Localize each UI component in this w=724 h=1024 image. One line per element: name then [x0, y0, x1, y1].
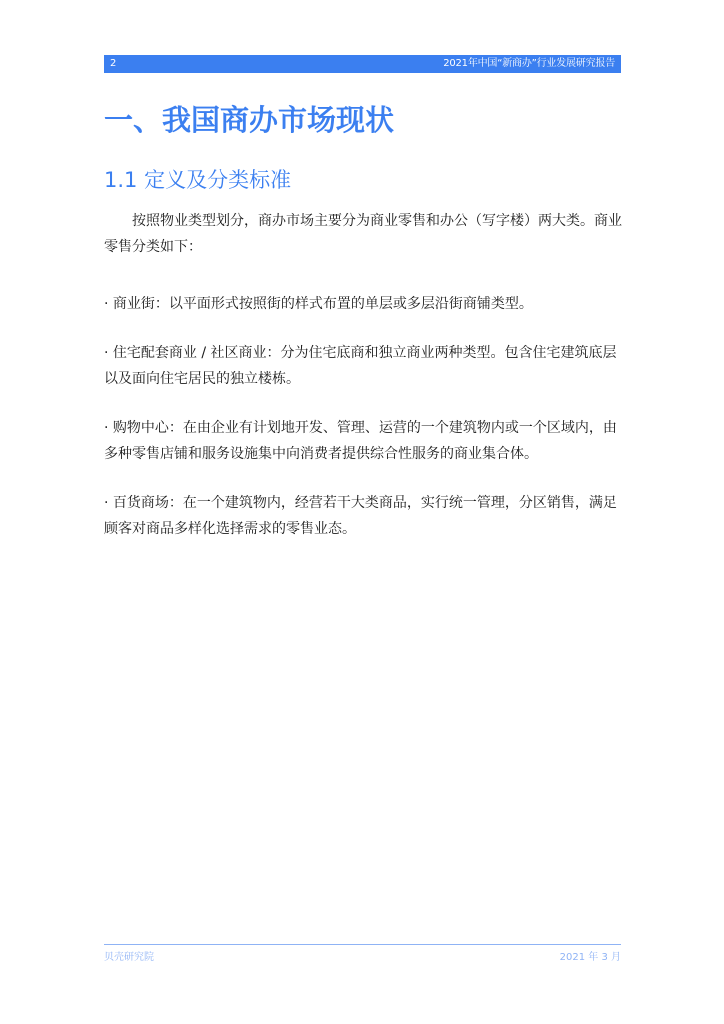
page-header-bar	[104, 55, 621, 73]
list-item: · 商业街：以平面形式按照街的样式布置的单层或多层沿街商铺类型。	[104, 296, 533, 312]
chapter-title: 一、我国商办市场现状	[104, 103, 395, 137]
intro-paragraph: 按照物业类型划分，商办市场主要分为商业零售和办公（写字楼）两大类。商业零售分类如下：	[104, 213, 622, 255]
footer-date: 2021 年 3 月	[559, 952, 621, 963]
list-item: · 购物中心：在由企业有计划地开发、管理、运营的一个建筑物内或一个区域内，由多种零售店铺和服务设施集中向消费者提供综合性服务的商业集合体。	[104, 420, 617, 462]
list-item: · 百货商场：在一个建筑物内，经营若干大类商品，实行统一管理，分区销售，满足顾客对商品多样化选择需求的零售业态。	[104, 495, 617, 537]
section-title: 1.1 定义及分类标准	[104, 168, 292, 192]
page-number: 2	[110, 58, 117, 69]
list-item: · 住宅配套商业 / 社区商业：分为住宅底商和独立商业两种类型。包含住宅建筑底层以及面向住宅居民的独立楼栋。	[104, 345, 617, 387]
footer-organization: 贝壳研究院	[104, 952, 154, 963]
footer-divider	[104, 944, 621, 945]
body-content	[104, 208, 629, 565]
document-title: 2021年中国“新商办”行业发展研究报告	[443, 58, 615, 69]
